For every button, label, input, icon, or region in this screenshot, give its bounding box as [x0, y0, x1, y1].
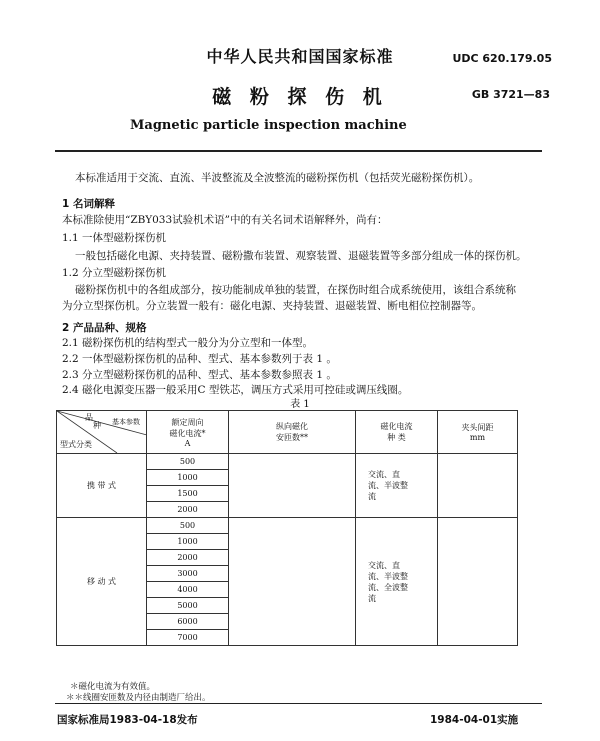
section-2-2: 2.2 一体型磁粉探伤机的品种、型式、基本参数列于表 1 。: [62, 353, 337, 365]
section-2-4: 2.4 磁化电源变压器一般采用C 型铁芯，调压方式采用可控硅或调压线圈。: [62, 384, 409, 396]
header-longitudinal-line1: 纵向磁化: [276, 422, 308, 431]
current-kind-mobile-line2: 流、半波整: [368, 571, 408, 581]
current-value: 4000: [147, 582, 229, 598]
section-1-2-heading: 1.2 分立型磁粉探伤机: [62, 267, 167, 279]
header-longitudinal: [229, 411, 356, 454]
current-kind-portable-line1: 交流、直: [368, 470, 400, 479]
header-rated-current: [147, 411, 229, 454]
udc-number: UDC 620.179.05: [452, 52, 552, 65]
section-1-heading: 1 名词解释: [62, 198, 115, 210]
current-kind-portable: [356, 454, 438, 518]
header-rated-current-line2: 磁化电流*: [169, 428, 206, 438]
gb-number: GB 3721—83: [471, 88, 550, 101]
section-1-2-body-line1: 磁粉探伤机中的各组成部分，按功能制成单独的装置，在探伤时组合成系统使用，该组合系统称: [75, 284, 516, 296]
footnote-1: ＊磁化电流为有效值。: [70, 682, 156, 692]
document-title-cn: 磁 粉 探 伤 机: [212, 86, 388, 108]
current-value: 6000: [147, 614, 229, 630]
issue-date: 国家标准局1983-04-18发布: [57, 714, 198, 726]
header-clamp-distance-unit: mm: [469, 433, 486, 442]
current-value: 5000: [147, 598, 229, 614]
bottom-divider: [55, 703, 542, 704]
scope-paragraph: 本标准适用于交流、直流、半波整流及全波整流的磁粉探伤机（包括荧光磁粉探伤机）。: [75, 172, 480, 184]
current-kind-mobile-line1: 交流、直: [368, 560, 400, 570]
table-title: 表 1: [290, 399, 310, 410]
group-portable-label: 携 带 式: [57, 454, 147, 518]
current-value: 2000: [147, 502, 229, 518]
header-longitudinal-line2: 安匝数**: [276, 433, 308, 442]
diag-label-mid: 种: [93, 421, 101, 430]
longitudinal-cell-mobile: [229, 518, 356, 646]
section-1-2-body-line2: 为分立型探伤机。分立装置一般有：磁化电源、夹持装置、退磁装置、断电相位控制器等。: [62, 300, 482, 312]
current-value: 7000: [147, 630, 229, 646]
section-1-intro: 本标准除使用“ZBY033试验机术语”中的有关名词术语解释外，尚有：: [62, 214, 388, 226]
document-title-en: Magnetic particle inspection machine: [130, 118, 407, 133]
group-mobile-label: 移 动 式: [57, 518, 147, 646]
section-1-1-body: 一般包括磁化电源、夹持装置、磁粉撒布装置、观察装置、退磁装置等多部分组成一体的探伤机。: [75, 250, 527, 262]
standard-org-title: 中华人民共和国国家标准: [206, 47, 394, 66]
table-row: [57, 518, 518, 534]
current-kind-mobile-line3: 流、全波整: [368, 582, 408, 592]
diagonal-header-cell: [57, 411, 147, 454]
diag-label-type: 型式分类: [60, 440, 92, 449]
section-2-heading: 2 产品品种、规格: [62, 322, 147, 334]
current-kind-portable-line2: 流、半波整: [368, 481, 408, 490]
current-kind-mobile: [356, 518, 438, 646]
section-1-1-heading: 1.1 一体型磁粉探伤机: [62, 232, 167, 244]
spec-table: [56, 410, 518, 646]
header-current-kind-line1: 磁化电流: [380, 422, 413, 431]
effective-date: 1984-04-01实施: [430, 714, 519, 726]
section-2-1: 2.1 磁粉探伤机的结构型式一般分为分立型和一体型。: [62, 337, 314, 349]
section-2-3: 2.3 分立型磁粉探伤机的品种、型式、基本参数参照表 1 。: [62, 369, 337, 381]
table-row: [57, 454, 518, 470]
header-rated-current-line1: 额定周向: [171, 417, 204, 427]
header-clamp-distance-line1: 夹头间距: [461, 423, 494, 432]
diag-label-param: 基本参数: [112, 418, 140, 426]
header-current-kind-line2: 种 类: [387, 433, 406, 442]
clamp-cell-portable: [438, 454, 518, 518]
current-kind-mobile-line4: 流: [368, 593, 376, 603]
diag-label-top: 品: [85, 413, 93, 422]
table-header-row: [57, 411, 518, 454]
current-value: 500: [147, 454, 229, 470]
longitudinal-cell-portable: [229, 454, 356, 518]
current-value: 1500: [147, 486, 229, 502]
current-value: 2000: [147, 550, 229, 566]
current-value: 1000: [147, 470, 229, 486]
top-divider: [55, 150, 542, 152]
header-clamp-distance: [438, 411, 518, 454]
current-value: 500: [147, 518, 229, 534]
current-value: 3000: [147, 566, 229, 582]
current-kind-portable-line3: 流: [368, 492, 376, 501]
header-rated-current-unit: A: [184, 438, 191, 448]
footnote-2: ＊＊线圈安匝数及内径由制造厂给出。: [66, 693, 211, 703]
header-current-kind: [356, 411, 438, 454]
clamp-cell-mobile: [438, 518, 518, 646]
current-value: 1000: [147, 534, 229, 550]
